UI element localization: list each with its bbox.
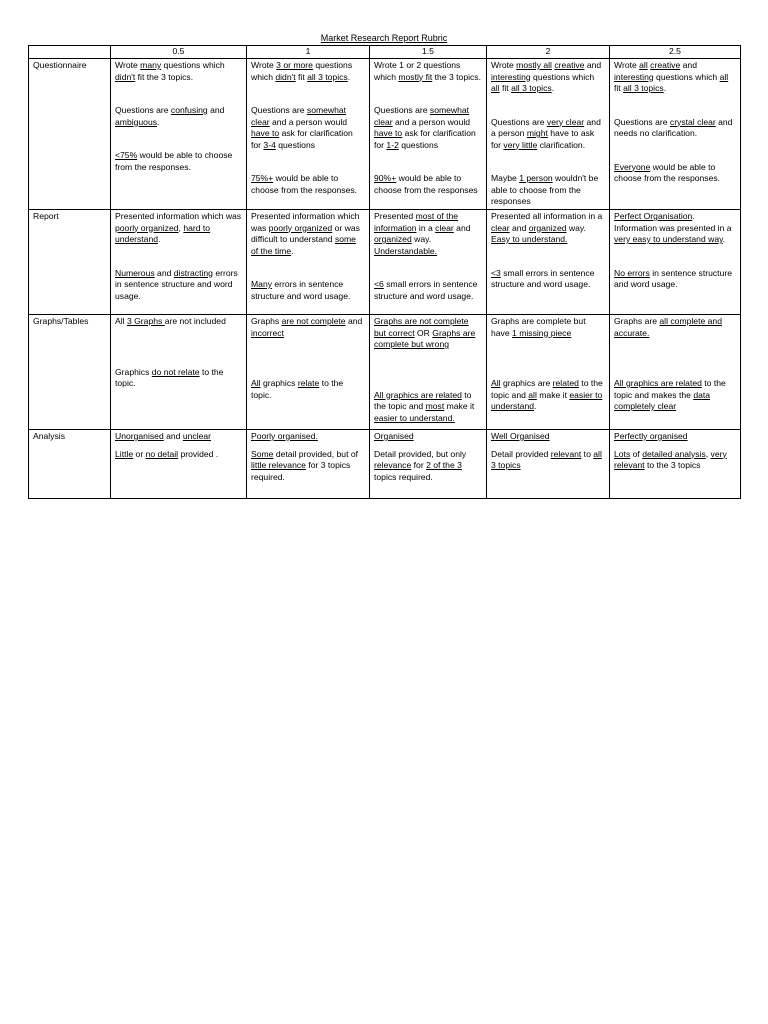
- body-text: would be able to choose from the responses.: [115, 150, 233, 172]
- cell-paragraph: [614, 162, 736, 185]
- body-text: Graphs are complete but have: [491, 316, 586, 338]
- body-text: or: [133, 448, 146, 459]
- emphasis-text: creative: [554, 60, 585, 70]
- cell-paragraph: [374, 449, 482, 484]
- cell-paragraph: [374, 316, 482, 351]
- emphasis-text: mostly fit: [398, 71, 433, 82]
- emphasis-text: Easy to understand.: [491, 234, 568, 244]
- cell-paragraph: [491, 449, 605, 472]
- body-text: ask for clarification for: [251, 128, 353, 150]
- body-text: Maybe: [491, 173, 520, 183]
- rubric-cell: [487, 210, 610, 315]
- body-text: and: [207, 105, 225, 115]
- rubric-row-graphs-tables: [29, 315, 741, 430]
- cell-paragraph: [491, 431, 605, 443]
- body-text: fit the 3 topics.: [135, 71, 194, 82]
- emphasis-text: distracting: [173, 267, 213, 278]
- emphasis-text: many: [140, 60, 162, 70]
- rubric-row-report: [29, 210, 741, 315]
- body-text: Questions are: [374, 105, 430, 115]
- body-text: have to ask for: [491, 128, 595, 150]
- emphasis-text: All graphics are related: [614, 378, 702, 388]
- body-text: topics required.: [374, 471, 433, 482]
- rubric-cell: [370, 315, 487, 430]
- body-text: and needs no clarification.: [614, 116, 733, 138]
- header-cell-score: 2.5: [610, 46, 741, 59]
- rubric-cell: [610, 315, 741, 430]
- row-label: Report: [29, 210, 111, 315]
- row-label: Graphs/Tables: [29, 315, 111, 430]
- emphasis-text: all 3 topics: [623, 83, 664, 93]
- cell-paragraph: [491, 173, 605, 208]
- emphasis-text: <75%: [115, 150, 138, 160]
- body-text: to: [581, 448, 594, 459]
- cell-paragraph: [251, 105, 365, 151]
- emphasis-text: might: [526, 128, 548, 138]
- emphasis-text: detailed analysis: [642, 448, 706, 459]
- body-text: questions which: [251, 60, 353, 82]
- emphasis-text: very easy to understand way: [614, 234, 723, 244]
- emphasis-text: all: [528, 389, 537, 400]
- rubric-cell: [111, 315, 247, 430]
- body-text: make it: [444, 401, 475, 411]
- body-text: ask for clarification for: [374, 128, 476, 150]
- emphasis-text: Poorly organised.: [251, 431, 318, 441]
- cell-paragraph: [614, 268, 736, 291]
- rubric-cell: [247, 430, 370, 499]
- body-text: .: [663, 83, 667, 93]
- body-text: Wrote 1 or 2 questions which: [374, 60, 461, 82]
- body-text: questions which: [530, 71, 595, 82]
- body-text: provided .: [178, 448, 219, 459]
- body-text: Graphs are: [614, 316, 660, 326]
- body-text: and: [509, 222, 529, 233]
- emphasis-text: 3-4: [263, 139, 276, 150]
- rubric-cell: [370, 210, 487, 315]
- emphasis-text: creative: [650, 60, 681, 70]
- emphasis-text: No errors: [614, 267, 650, 278]
- body-text: errors in sentence structure and word usage.: [115, 267, 238, 301]
- emphasis-text: Perfect Organisation: [614, 211, 693, 221]
- rubric-cell: [610, 59, 741, 210]
- cell-paragraph: [374, 105, 482, 151]
- emphasis-text: Unorganised: [115, 431, 164, 441]
- cell-paragraph: [115, 105, 242, 128]
- emphasis-text: data completely clear: [614, 389, 711, 411]
- body-text: and: [453, 222, 471, 233]
- body-text: and a person would: [392, 116, 471, 127]
- body-text: All: [115, 316, 127, 326]
- body-text: and a person: [491, 116, 601, 138]
- body-text: fit: [499, 83, 512, 93]
- emphasis-text: ambiguous: [115, 116, 158, 127]
- emphasis-text: Graphs are not complete but correct: [374, 316, 469, 338]
- emphasis-text: didn't: [115, 71, 136, 82]
- rubric-cell: [247, 315, 370, 430]
- body-text: Wrote: [614, 60, 640, 70]
- emphasis-text: most of the information: [374, 211, 459, 233]
- rubric-cell: [610, 430, 741, 499]
- body-text: .: [551, 83, 555, 93]
- cell-paragraph: [115, 449, 242, 461]
- emphasis-text: 3 Graphs: [126, 316, 165, 326]
- rubric-cell: [111, 59, 247, 210]
- body-text: questions which: [161, 60, 225, 70]
- emphasis-text: very little: [503, 139, 538, 150]
- cell-paragraph: [614, 60, 736, 95]
- rubric-row-questionnaire: [29, 59, 741, 210]
- cell-paragraph: [491, 211, 605, 246]
- body-text: small errors in sentence structure and word usage.: [491, 267, 595, 289]
- body-text: ,: [705, 448, 711, 459]
- emphasis-text: easier to understand.: [374, 412, 455, 423]
- emphasis-text: organized: [374, 234, 412, 244]
- emphasis-text: all: [639, 60, 648, 70]
- cell-paragraph: [251, 378, 365, 401]
- emphasis-text: relevant: [550, 448, 582, 459]
- rubric-cell: [111, 430, 247, 499]
- body-text: .: [347, 71, 351, 82]
- emphasis-text: 90%+: [374, 173, 397, 183]
- rubric-cell: [487, 315, 610, 430]
- emphasis-text: 3 or more: [276, 60, 313, 70]
- emphasis-text: no detail: [145, 448, 179, 459]
- emphasis-text: mostly all: [516, 60, 552, 70]
- body-text: Wrote: [251, 60, 277, 70]
- body-text: Presented information which was: [115, 211, 242, 221]
- emphasis-text: relate: [297, 378, 320, 388]
- emphasis-text: incorrect: [251, 327, 284, 338]
- rubric-cell: [370, 59, 487, 210]
- header-cell-score: 2: [487, 46, 610, 59]
- body-text: ,: [178, 222, 184, 233]
- emphasis-text: confusing: [170, 105, 208, 115]
- body-text: Presented: [374, 211, 416, 221]
- body-text: to the 3 topics: [644, 460, 701, 470]
- emphasis-text: all 3 topics: [511, 83, 552, 93]
- header-row: [29, 46, 741, 59]
- cell-paragraph: [491, 117, 605, 152]
- emphasis-text: Little: [115, 448, 134, 459]
- cell-paragraph: [251, 211, 365, 257]
- emphasis-text: 75%+: [251, 173, 274, 183]
- cell-paragraph: [251, 60, 365, 83]
- emphasis-text: interesting: [614, 71, 654, 82]
- body-text: graphics: [260, 378, 298, 388]
- body-text: Questions are: [491, 116, 547, 127]
- cell-paragraph: [374, 60, 482, 83]
- cell-paragraph: [614, 117, 736, 140]
- emphasis-text: Graphs are complete but wrong: [374, 327, 476, 349]
- body-text: Questions are: [115, 105, 171, 115]
- body-text: .: [157, 116, 160, 127]
- cell-paragraph: [115, 268, 242, 303]
- body-text: detail provided, but of: [273, 448, 359, 459]
- body-text: Graphics: [115, 366, 152, 377]
- emphasis-text: Some: [251, 448, 274, 459]
- emphasis-text: all complete and accurate.: [614, 316, 722, 338]
- emphasis-text: somewhat clear: [374, 105, 470, 127]
- cell-paragraph: [115, 60, 242, 83]
- rubric-cell: [487, 59, 610, 210]
- body-text: Questions are: [614, 116, 670, 127]
- body-text: or was difficult to understand: [251, 222, 360, 244]
- body-text: Graphs: [251, 316, 282, 326]
- body-text: and: [163, 431, 183, 441]
- emphasis-text: Well Organised: [491, 431, 550, 441]
- body-text: .: [722, 234, 726, 244]
- emphasis-text: All: [251, 378, 261, 388]
- rubric-row-analysis: [29, 430, 741, 499]
- header-cell-score: 1.5: [370, 46, 487, 59]
- body-text: and: [345, 316, 363, 326]
- body-text: and a person would: [269, 116, 348, 127]
- emphasis-text: have to: [374, 128, 403, 138]
- body-text: way.: [566, 222, 586, 233]
- body-text: Presented all information in a: [491, 211, 603, 221]
- cell-paragraph: [251, 279, 365, 302]
- cell-paragraph: [251, 173, 365, 196]
- emphasis-text: clear: [491, 222, 510, 233]
- cell-paragraph: [614, 378, 736, 413]
- cell-paragraph: [614, 431, 736, 443]
- body-text: make it: [536, 389, 570, 400]
- body-text: and: [584, 60, 602, 70]
- cell-paragraph: [491, 268, 605, 291]
- emphasis-text: Everyone: [614, 161, 651, 172]
- body-text: way.: [411, 234, 432, 244]
- emphasis-text: related: [552, 378, 579, 388]
- body-text: to the topic.: [115, 366, 224, 388]
- body-text: fit: [614, 83, 624, 93]
- cell-paragraph: [374, 173, 482, 196]
- body-text: questions: [398, 139, 439, 150]
- body-text: of: [630, 448, 643, 459]
- body-text: Presented information which was: [251, 211, 360, 233]
- emphasis-text: somewhat clear: [251, 105, 347, 127]
- body-text: Detail provided, but only: [374, 448, 467, 459]
- emphasis-text: very clear: [546, 116, 585, 127]
- emphasis-text: some of the time: [251, 234, 356, 256]
- body-text: in a: [416, 222, 436, 233]
- rubric-cell: [247, 210, 370, 315]
- body-text: graphics are: [500, 378, 553, 388]
- body-text: Detail provided: [491, 448, 551, 459]
- header-cell-score: 0.5: [111, 46, 247, 59]
- cell-paragraph: [491, 316, 605, 339]
- emphasis-text: poorly organized: [268, 222, 333, 233]
- emphasis-text: very relevant: [614, 448, 727, 470]
- emphasis-text: <3: [491, 267, 501, 278]
- emphasis-text: are not complete: [281, 316, 346, 326]
- row-label: Analysis: [29, 430, 111, 499]
- cell-paragraph: [251, 431, 365, 443]
- body-text: are not included: [164, 316, 226, 326]
- rubric-cell: [370, 430, 487, 499]
- cell-paragraph: [491, 378, 605, 413]
- emphasis-text: most: [425, 401, 445, 411]
- emphasis-text: 1 person: [519, 173, 553, 183]
- body-text: to the topic and makes the: [614, 378, 726, 400]
- body-text: questions which: [653, 71, 720, 82]
- emphasis-text: do not relate: [151, 366, 200, 377]
- emphasis-text: <6: [374, 279, 384, 289]
- body-text: the 3 topics.: [432, 71, 481, 82]
- emphasis-text: crystal clear: [669, 116, 716, 127]
- emphasis-text: relevance: [374, 460, 412, 470]
- cell-paragraph: [115, 150, 242, 173]
- header-cell-score: 1: [247, 46, 370, 59]
- body-text: would be able to choose from the responses: [374, 173, 478, 195]
- emphasis-text: 2 of the 3: [426, 460, 462, 470]
- body-text: and: [680, 60, 697, 70]
- cell-paragraph: [251, 316, 365, 339]
- body-text: fit: [295, 71, 308, 82]
- header-cell-blank: [29, 46, 111, 59]
- body-text: errors in sentence structure and word usage.: [251, 279, 351, 301]
- cell-paragraph: [374, 279, 482, 302]
- cell-paragraph: [115, 316, 242, 328]
- emphasis-text: all: [491, 83, 500, 93]
- body-text: .: [291, 245, 294, 256]
- body-text: small errors in sentence structure and word usage.: [374, 279, 478, 301]
- emphasis-text: all 3 topics: [307, 71, 348, 82]
- rubric-cell: [111, 210, 247, 315]
- body-text: clarification.: [537, 139, 586, 150]
- body-text: Wrote: [115, 60, 141, 70]
- rubric-table: [28, 45, 741, 499]
- cell-paragraph: [374, 390, 482, 425]
- emphasis-text: all 3 topics: [491, 448, 602, 470]
- emphasis-text: Organised: [374, 431, 414, 441]
- emphasis-text: interesting: [491, 71, 531, 82]
- body-text: for: [411, 460, 427, 470]
- cell-paragraph: [115, 211, 242, 246]
- emphasis-text: All graphics are related: [374, 389, 462, 400]
- emphasis-text: poorly organized: [115, 222, 179, 233]
- body-text: to the topic and: [374, 389, 472, 411]
- body-text: .: [534, 401, 537, 411]
- row-label: Questionnaire: [29, 59, 111, 210]
- emphasis-text: organized: [528, 222, 567, 233]
- cell-paragraph: [614, 316, 736, 339]
- emphasis-text: little relevance: [251, 460, 306, 470]
- emphasis-text: unclear: [182, 431, 212, 441]
- emphasis-text: clear: [435, 222, 454, 233]
- body-text: Wrote: [491, 60, 517, 70]
- emphasis-text: have to: [251, 128, 280, 138]
- emphasis-text: all: [719, 71, 729, 82]
- body-text: Questions are: [251, 105, 307, 115]
- rubric-cell: [247, 59, 370, 210]
- body-text: and: [154, 267, 174, 278]
- emphasis-text: 1 missing piece: [512, 327, 572, 338]
- cell-paragraph: [374, 431, 482, 443]
- emphasis-text: Many: [251, 279, 273, 289]
- emphasis-text: didn't: [275, 71, 296, 82]
- rubric-title: Market Research Report Rubric: [320, 33, 448, 43]
- emphasis-text: Understandable.: [374, 245, 438, 256]
- emphasis-text: Perfectly organised: [614, 431, 688, 441]
- emphasis-text: Lots: [614, 448, 631, 459]
- rubric-cell: [610, 210, 741, 315]
- cell-paragraph: [614, 449, 736, 472]
- body-text: to the topic and: [491, 378, 603, 400]
- emphasis-text: easier to understand: [491, 389, 603, 411]
- emphasis-text: All: [491, 378, 501, 388]
- body-text: would be able to choose from the responses.: [251, 173, 358, 195]
- emphasis-text: Numerous: [115, 267, 155, 278]
- cell-paragraph: [115, 431, 242, 443]
- body-text: . Information was presented in a: [614, 211, 732, 233]
- cell-paragraph: [115, 367, 242, 390]
- emphasis-text: 1-2: [386, 139, 399, 150]
- cell-paragraph: [374, 211, 482, 257]
- body-text: .: [158, 234, 161, 244]
- body-text: questions: [275, 139, 316, 150]
- body-text: wouldn't be able to choose from the responses: [491, 173, 599, 206]
- cell-paragraph: [251, 449, 365, 484]
- body-text: in sentence structure and word usage.: [614, 267, 732, 289]
- body-text: OR: [414, 327, 433, 338]
- body-text: would be able to choose from the responses.: [614, 161, 721, 183]
- emphasis-text: hard to understand: [115, 222, 211, 244]
- rubric-cell: [487, 430, 610, 499]
- body-text: for 3 topics required.: [251, 460, 351, 482]
- cell-paragraph: [614, 211, 736, 246]
- body-text: to the topic.: [251, 378, 344, 400]
- cell-paragraph: [491, 60, 605, 95]
